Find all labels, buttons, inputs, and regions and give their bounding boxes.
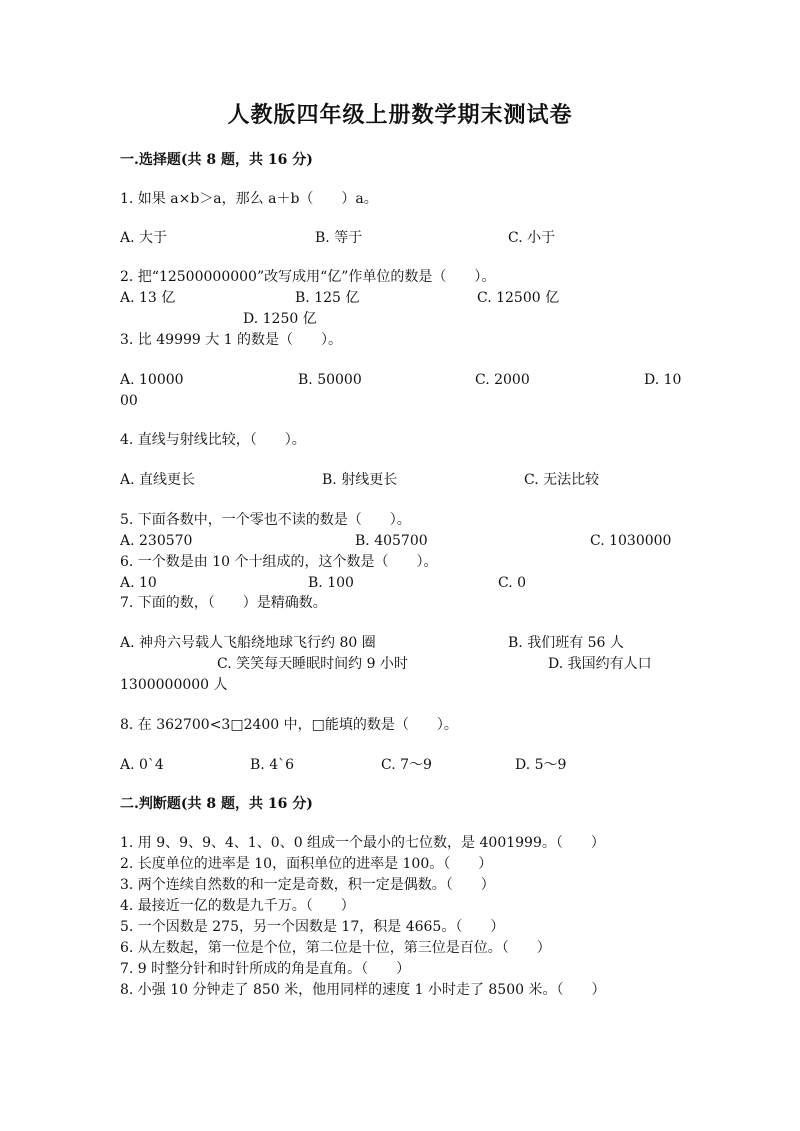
q1-option-b: B. 等于: [315, 230, 363, 246]
q4-stem: 4. 直线与射线比较，（ ）。: [120, 432, 306, 448]
q4-option-a: A. 直线更长: [120, 472, 196, 488]
judge-item: 1. 用 9、9、9、4、1、0、0 组成一个最小的七位数，是 4001999。（ ）: [120, 835, 605, 851]
q5-stem: 5. 下面各数中，一个零也不读的数是（ ）。: [120, 512, 411, 528]
q4-option-b: B. 射线更长: [322, 472, 398, 488]
page-title: 人教版四年级上册数学期末测试卷: [227, 102, 573, 128]
section-heading-judge: 二.判断题(共 8 题，共 16 分): [120, 796, 313, 812]
q3-option-c: C. 2000: [475, 372, 530, 388]
q8-option-b: B. 4`6: [250, 757, 295, 773]
q2-option-a: A. 13 亿: [120, 290, 176, 306]
q2-option-d: D. 1250 亿: [243, 311, 317, 327]
q1-stem: 1. 如果 a×b＞a，那么 a＋b（ ）a。: [120, 191, 378, 207]
q7-option-d: D. 我国约有人口: [548, 656, 652, 672]
q6-option-b: B. 100: [308, 575, 354, 591]
judge-item: 8. 小强 10 分钟走了 850 米，他用同样的速度 1 小时走了 8500 米。（ ）: [120, 982, 606, 998]
q7-option-b: B. 我们班有 56 人: [508, 635, 624, 651]
q3-option-b: B. 50000: [298, 372, 362, 388]
q3-stem: 3. 比 49999 大 1 的数是（ ）。: [120, 332, 343, 348]
q7-option-d-wrap: 1300000000 人: [120, 677, 228, 693]
judge-item: 6. 从左数起，第一位是个位，第二位是十位，第三位是百位。（ ）: [120, 940, 551, 956]
judge-item: 4. 最接近一亿的数是九千万。（ ）: [120, 898, 355, 914]
q2-option-c: C. 12500 亿: [477, 290, 560, 306]
q1-option-a: A. 大于: [120, 230, 168, 246]
judge-item: 7. 9 时整分针和时针所成的角是直角。（ ）: [120, 961, 411, 977]
q8-option-d: D. 5～9: [515, 757, 567, 773]
judge-item: 5. 一个因数是 275，另一个因数是 17，积是 4665。（ ）: [120, 919, 505, 935]
q8-option-a: A. 0`4: [120, 757, 164, 773]
section-heading-choice: 一.选择题(共 8 题，共 16 分): [120, 152, 313, 168]
q2-option-b: B. 125 亿: [295, 290, 360, 306]
q7-stem: 7. 下面的数，（ ）是精确数。: [120, 595, 327, 611]
q5-option-b: B. 405700: [355, 533, 428, 549]
q8-stem: 8. 在 362700<3□2400 中，□能填的数是（ ）。: [120, 717, 458, 733]
judge-item: 2. 长度单位的进率是 10，面积单位的进率是 100。（ ）: [120, 856, 493, 872]
judge-item: 3. 两个连续自然数的和一定是奇数，积一定是偶数。（ ）: [120, 877, 495, 893]
q7-option-c: C. 笑笑每天睡眠时间约 9 小时: [217, 656, 408, 672]
q6-option-c: C. 0: [498, 575, 527, 591]
q3-option-d: D. 10: [644, 372, 682, 388]
q3-option-a: A. 10000: [120, 372, 184, 388]
q4-option-c: C. 无法比较: [524, 472, 600, 488]
q2-stem: 2. 把“12500000000”改写成用“亿”作单位的数是（ ）。: [120, 269, 496, 285]
q6-option-a: A. 10: [120, 575, 157, 591]
q5-option-c: C. 1030000: [590, 533, 672, 549]
q1-option-c: C. 小于: [508, 230, 556, 246]
q5-option-a: A. 230570: [120, 533, 193, 549]
q3-option-d-wrap: 00: [120, 393, 138, 409]
q8-option-c: C. 7～9: [381, 757, 432, 773]
q7-option-a: A. 神舟六号载人飞船绕地球飞行约 80 圈: [120, 635, 376, 651]
q6-stem: 6. 一个数是由 10 个十组成的，这个数是（ ）。: [120, 554, 438, 570]
